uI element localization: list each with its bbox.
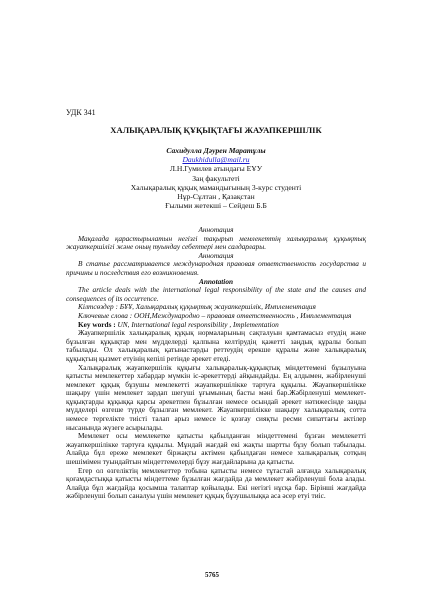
affiliation-line: Л.Н.Гумилев атындағы ЕҰУ bbox=[169, 164, 263, 174]
abstract-heading-kz: Аннотация bbox=[198, 225, 234, 234]
abstract-text-ru: В статье рассматривается международная правовая ответственность государства и причины и последствия его возникновения. bbox=[66, 259, 366, 277]
body-paragraph: Мемлекет осы мемлекетке қатысты қабылданған міндеттемені бұзған мемлекетті жауапкершілікке тартуға құқылы. Мұндай жағдай екі жақты шартты бұзу болып табылады. Алайда бұл ереже мемлекет біржақты актімен қабылдаған немесе халықаралық сотқың шешімімен туындайтын міндеттемелерді бұзу жағдайларына да қатысты. bbox=[66, 431, 366, 467]
keywords-ru-text: ООН,Международно – правовая ответственность , Имплементация bbox=[133, 310, 352, 320]
body-paragraph: Егер ол өзгеліктің мемлекеттер тобына қатысты немесе тұтастай алғанда халықаралық қоғамдастыққа қатысты міндеттеме бұзылған жағдайда да мемлекет жәбірленуші бола алады. Алайда бұл жағдайда қосымша талаптар қойылады. Екі негізгі нұсқа бар. Бірінші жағдайда жәбірленуші болып саналуы үшін мемлекет құқық бұзушылыққа аса әсер етуі тиіс. bbox=[66, 465, 366, 501]
body-paragraph: Халықаралық жауапкершілік құқығы халықаралық-құқықтық міндеттемені бұзылуына қатысты мемлекеттер хабардар мүмкін іс-әрекеттерді айқындайды. Ең алдымен, жәбірленуші мемлекет құқық бұзушы мемлекетті жауапкершілікке тартуға құқылы. Жауапкершілікке шақыру үшін мемлекет зардап шегуші ұғымының басты мәні бар.Жәбірленуші мемлекет-құқықтарды құқыққа қарсы әрекетпен бұзылған немесе осындай әрекет нәтижесінде заңды мүдделері өзгеше түрде бұзылған мемлекет. Жауапкершілікке шақыру халықаралық сотта немесе тергелікте тиісті талап арыз немесе іс қозғау сияқты ресми сипаттағы актілер нысанында жүзеге асырылады. bbox=[66, 362, 366, 432]
keywords-en-label: Key words : bbox=[78, 319, 118, 329]
author-email-link[interactable]: Daukhidulla@mail.ru bbox=[182, 155, 250, 165]
body-paragraph: Жауапкершілік халықаралық құқық нормаларының сақталуын қамтамасыз етудің және бұзылған құқықтар мен мүдделерді қалпына келтірудің қажетті заңдық құралы болып табылады. Ол халықаралық қатынастарды реттеудің ерекше құралы және халықаралық құқықтың қызмет етуінің кепілі ретінде әрекет етеді. bbox=[66, 328, 366, 363]
keywords-kz-label: Кілтсөздер : bbox=[78, 302, 120, 312]
affiliation-line: Халықаралық құқық мамандығының 3-курс студенті bbox=[130, 182, 302, 192]
abstract-heading-ru: Аннотация bbox=[198, 250, 234, 260]
affiliation-line: Нұр-Сұлтан , Қазақстан bbox=[177, 192, 255, 202]
author-name: Сахидулла Дәурен Маратұлы bbox=[166, 146, 266, 155]
affiliation-line: Ғылыми жетекші – Сейдеш Б.Б bbox=[165, 201, 267, 211]
abstract-text-en: The article deals with the international legal responsibility of the state and the causes and consequences of its occurrence. bbox=[66, 285, 366, 303]
keywords-en-text: UN, International legal responsibility , Implementation bbox=[117, 319, 279, 329]
udk-code: УДК 341 bbox=[66, 108, 96, 117]
abstract-heading-en: Annotation bbox=[198, 276, 234, 286]
keywords-ru-label: Ключевые слова : bbox=[78, 310, 134, 320]
author-block bbox=[66, 146, 366, 210]
keywords-kz-text: БҰҰ, Халықаралық құқықтық жауапкершілік, Имплементация bbox=[119, 302, 316, 312]
affiliation-line: Заң факультеті bbox=[192, 173, 240, 183]
article-title: ХАЛЫҚАРАЛЫҚ ҚҰҚЫҚТАҒЫ ЖАУАПКЕРШІЛІК bbox=[110, 125, 322, 135]
page-number: 5765 bbox=[205, 571, 219, 579]
abstract-text-kz: Мақалада қарастырылатын негізгі тақырып мемлекеттің халықаралық құқықтық жауапкершілігі және оның туындау себептері мен салдарлары. bbox=[66, 233, 366, 252]
article-body bbox=[66, 226, 366, 501]
